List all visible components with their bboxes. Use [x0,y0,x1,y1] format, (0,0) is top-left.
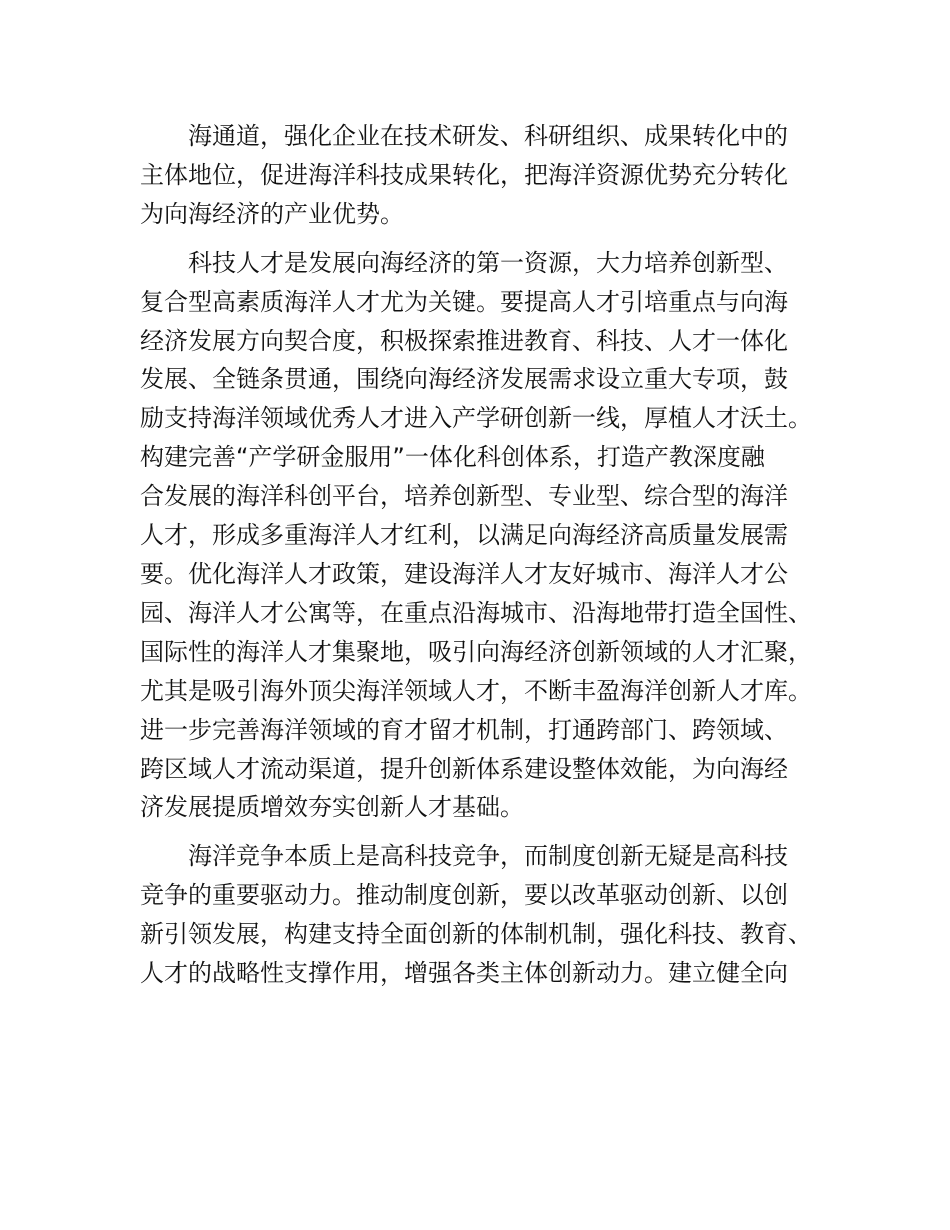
text-line: 跨区域人才流动渠道，提升创新体系建设整体效能，为向海经 [140,754,788,783]
text-line: 为向海经济的产业优势。 [140,199,404,228]
text-line: 励支持海洋领域优秀人才进入产学研创新一线，厚植人才沃土。 [140,404,812,433]
text-line: 经济发展方向契合度，积极探索推进教育、科技、人才一体化 [140,326,788,355]
text-line: 人才的战略性支撑作用，增强各类主体创新动力。建立健全向 [140,959,788,988]
text-line: 构建完善“产学研金服用”一体化科创体系，打造产教深度融 [140,443,765,472]
body-text [140,117,830,1003]
paragraph-1 [140,117,830,234]
text-line: 新引领发展，构建支持全面创新的体制机制，强化科技、教育、 [140,920,812,949]
text-line: 济发展提质增效夯实创新人才基础。 [140,793,524,822]
text-line: 进一步完善海洋领域的育才留才机制，打通跨部门、跨领域、 [140,715,788,744]
text-line: 主体地位，促进海洋科技成果转化，把海洋资源优势充分转化 [140,160,788,189]
text-line: 竞争的重要驱动力。推动制度创新，要以改革驱动创新、以创 [140,881,788,910]
text-line: 海通道，强化企业在技术研发、科研组织、成果转化中的 [188,122,788,150]
paragraph-3 [140,837,830,993]
text-line: 复合型高素质海洋人才尤为关键。要提高人才引培重点与向海 [140,287,788,316]
text-line: 国际性的海洋人才集聚地，吸引向海经济创新领域的人才汇聚， [140,637,812,666]
text-line: 科技人才是发展向海经济的第一资源，大力培养创新型、 [188,248,788,277]
text-line: 尤其是吸引海外顶尖海洋领域人才，不断丰盈海洋创新人才库。 [140,676,812,705]
text-line: 合发展的海洋科创平台，培养创新型、专业型、综合型的海洋 [140,482,788,511]
text-line: 海洋竞争本质上是高科技竞争，而制度创新无疑是高科技 [188,842,788,871]
paragraph-2 [140,244,830,828]
text-line: 要。优化海洋人才政策，建设海洋人才友好城市、海洋人才公 [140,559,788,588]
text-line: 人才，形成多重海洋人才红利，以满足向海经济高质量发展需 [140,521,788,550]
text-line: 发展、全链条贯通，围绕向海经济发展需求设立重大专项，鼓 [140,365,788,394]
text-line: 园、海洋人才公寓等，在重点沿海城市、沿海地带打造全国性、 [140,598,812,627]
